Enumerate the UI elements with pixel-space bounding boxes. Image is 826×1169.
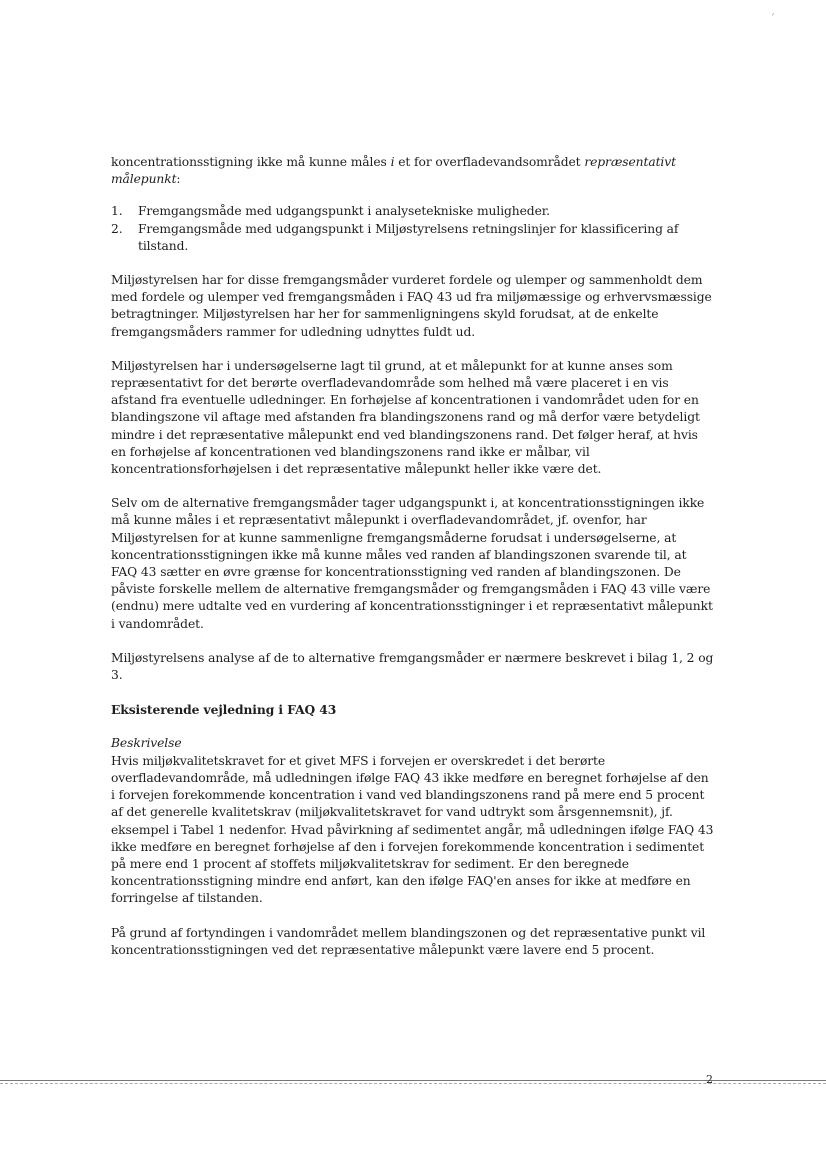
footer-divider [0,1080,826,1081]
paragraph-closing: På grund af fortyndingen i vandområdet mellem blandingszonen og det repræsentative punkt vil koncentrationsstigningen ved det repræsentative målepunkt være lavere end 5 procent. [111,925,706,957]
list-number: 2. [111,221,123,236]
intro-colon: : [176,172,181,187]
section-heading: Eksisterende vejledning i FAQ 43 [111,702,337,718]
intro-emphasis: i [390,155,395,169]
intro-text: koncentrationsstigning ikke må kunne måles [111,155,391,169]
list-item [111,221,716,255]
list-text: Fremgangsmåde med udgangspunkt i analysetekniske muligheder. [138,204,550,219]
page-number: 2 [706,1073,713,1086]
description-block [111,735,716,907]
document-body [111,154,716,976]
description-text: Hvis miljøkvalitetskravet for et givet MFS i forvejen er overskredet i det berørte overfladevandområde, må udledningen ifølge FAQ 43 ikke medføre en beregnet forhøjelse af den i forvejen forekommende koncentration i vand ved blandingszonens rand på mere end 5 procent af det generelle kvalitetskrav (miljøkvalitetskravet for vand udtrykt som årsgennemsnit), jf. eksempel i Tabel 1 nedenfor. Hvad påvirkning af sedimentet angår, må udledningen ifølge FAQ 43 ikke medføre en beregnet forhøjelse af den i forvejen forekommende koncentration i sedimentet på mere end 1 procent af stoffets miljøkvalitetskrav for sediment. Er den beregnede koncentrationsstigning mindre end anført, kan den ifølge FAQ'en anses for ikke at medføre en forringelse af tilstanden. [111,753,714,906]
paragraph-measurement-point: Miljøstyrelsen har i undersøgelserne lagt til grund, at et målepunkt for at kunne anses som repræsentativt for det berørte overfladevandområde som helhed må være placeret i en vis afstand fra eventuelle udledninger. En forhøjelse af koncentrationen i vandområdet uden for en blandingszone vil aftage med afstanden fra blandingszonens rand og må derfor være betydeligt mindre i det repræsentative målepunkt end ved blandingszonens rand. Det følger heraf, at hvis en forhøjelse af koncentrationen ved blandingszonens rand ikke er målbar, vil koncentrationsforhøjelsen i det repræsentative målepunkt heller ikke være det. [111,358,700,477]
footer-divider-secondary [0,1083,826,1084]
list-text: Fremgangsmåde med udgangspunkt i Miljøstyrelsens retningslinjer for klassificering af tilstand. [138,221,679,253]
paragraph-evaluation: Miljøstyrelsen har for disse fremgangsmåder vurderet fordele og ulemper og sammenholdt dem med fordele og ulemper ved fremgangsmåden i FAQ 43 ud fra miljømæssige og erhvervsmæssige betragtninger. Miljøstyrelsen har her for sammenligningens skyld forudsat, at de enkelte fremgangsmåders rammer for udledning udnyttes fuldt ud. [111,273,712,339]
paragraph-analysis-reference: Miljøstyrelsens analyse af de to alternative fremgangsmåder er nærmere beskrevet i bilag 1, 2 og 3. [111,650,714,683]
approach-list [111,203,716,255]
scan-speck: ˊ [770,14,775,25]
paragraph-alternatives: Selv om de alternative fremgangsmåder tager udgangspunkt i, at koncentrationsstigningen ikke må kunne måles i et repræsentativt målepunkt i overfladevandområdet, jf. ovenfor, har Miljøstyrelsen for at kunne sammenligne fremgangsmåderne forudsat i undersøgelserne, at koncentrationsstigningen ikke må kunne måles ved randen af blandingszonen svarende til, at FAQ 43 sætter en øvre grænse for koncentrationsstigning ved randen af blandingszonen. De påviste forskelle mellem de alternative fremgangsmåder og fremgangsmåden i FAQ 43 ville være (endnu) mere udtalte ved en vurdering af koncentrationsstigninger i et repræsentativt målepunkt i vandområdet. [111,496,713,631]
list-item [111,203,716,220]
intro-text-continued: et for overfladevandsområdet [394,155,585,169]
intro-paragraph [111,154,716,188]
list-number: 1. [111,204,123,219]
subheading: Beskrivelse [111,736,182,751]
intro-emphasis-term: repræsentativt målepunkt [111,155,676,187]
